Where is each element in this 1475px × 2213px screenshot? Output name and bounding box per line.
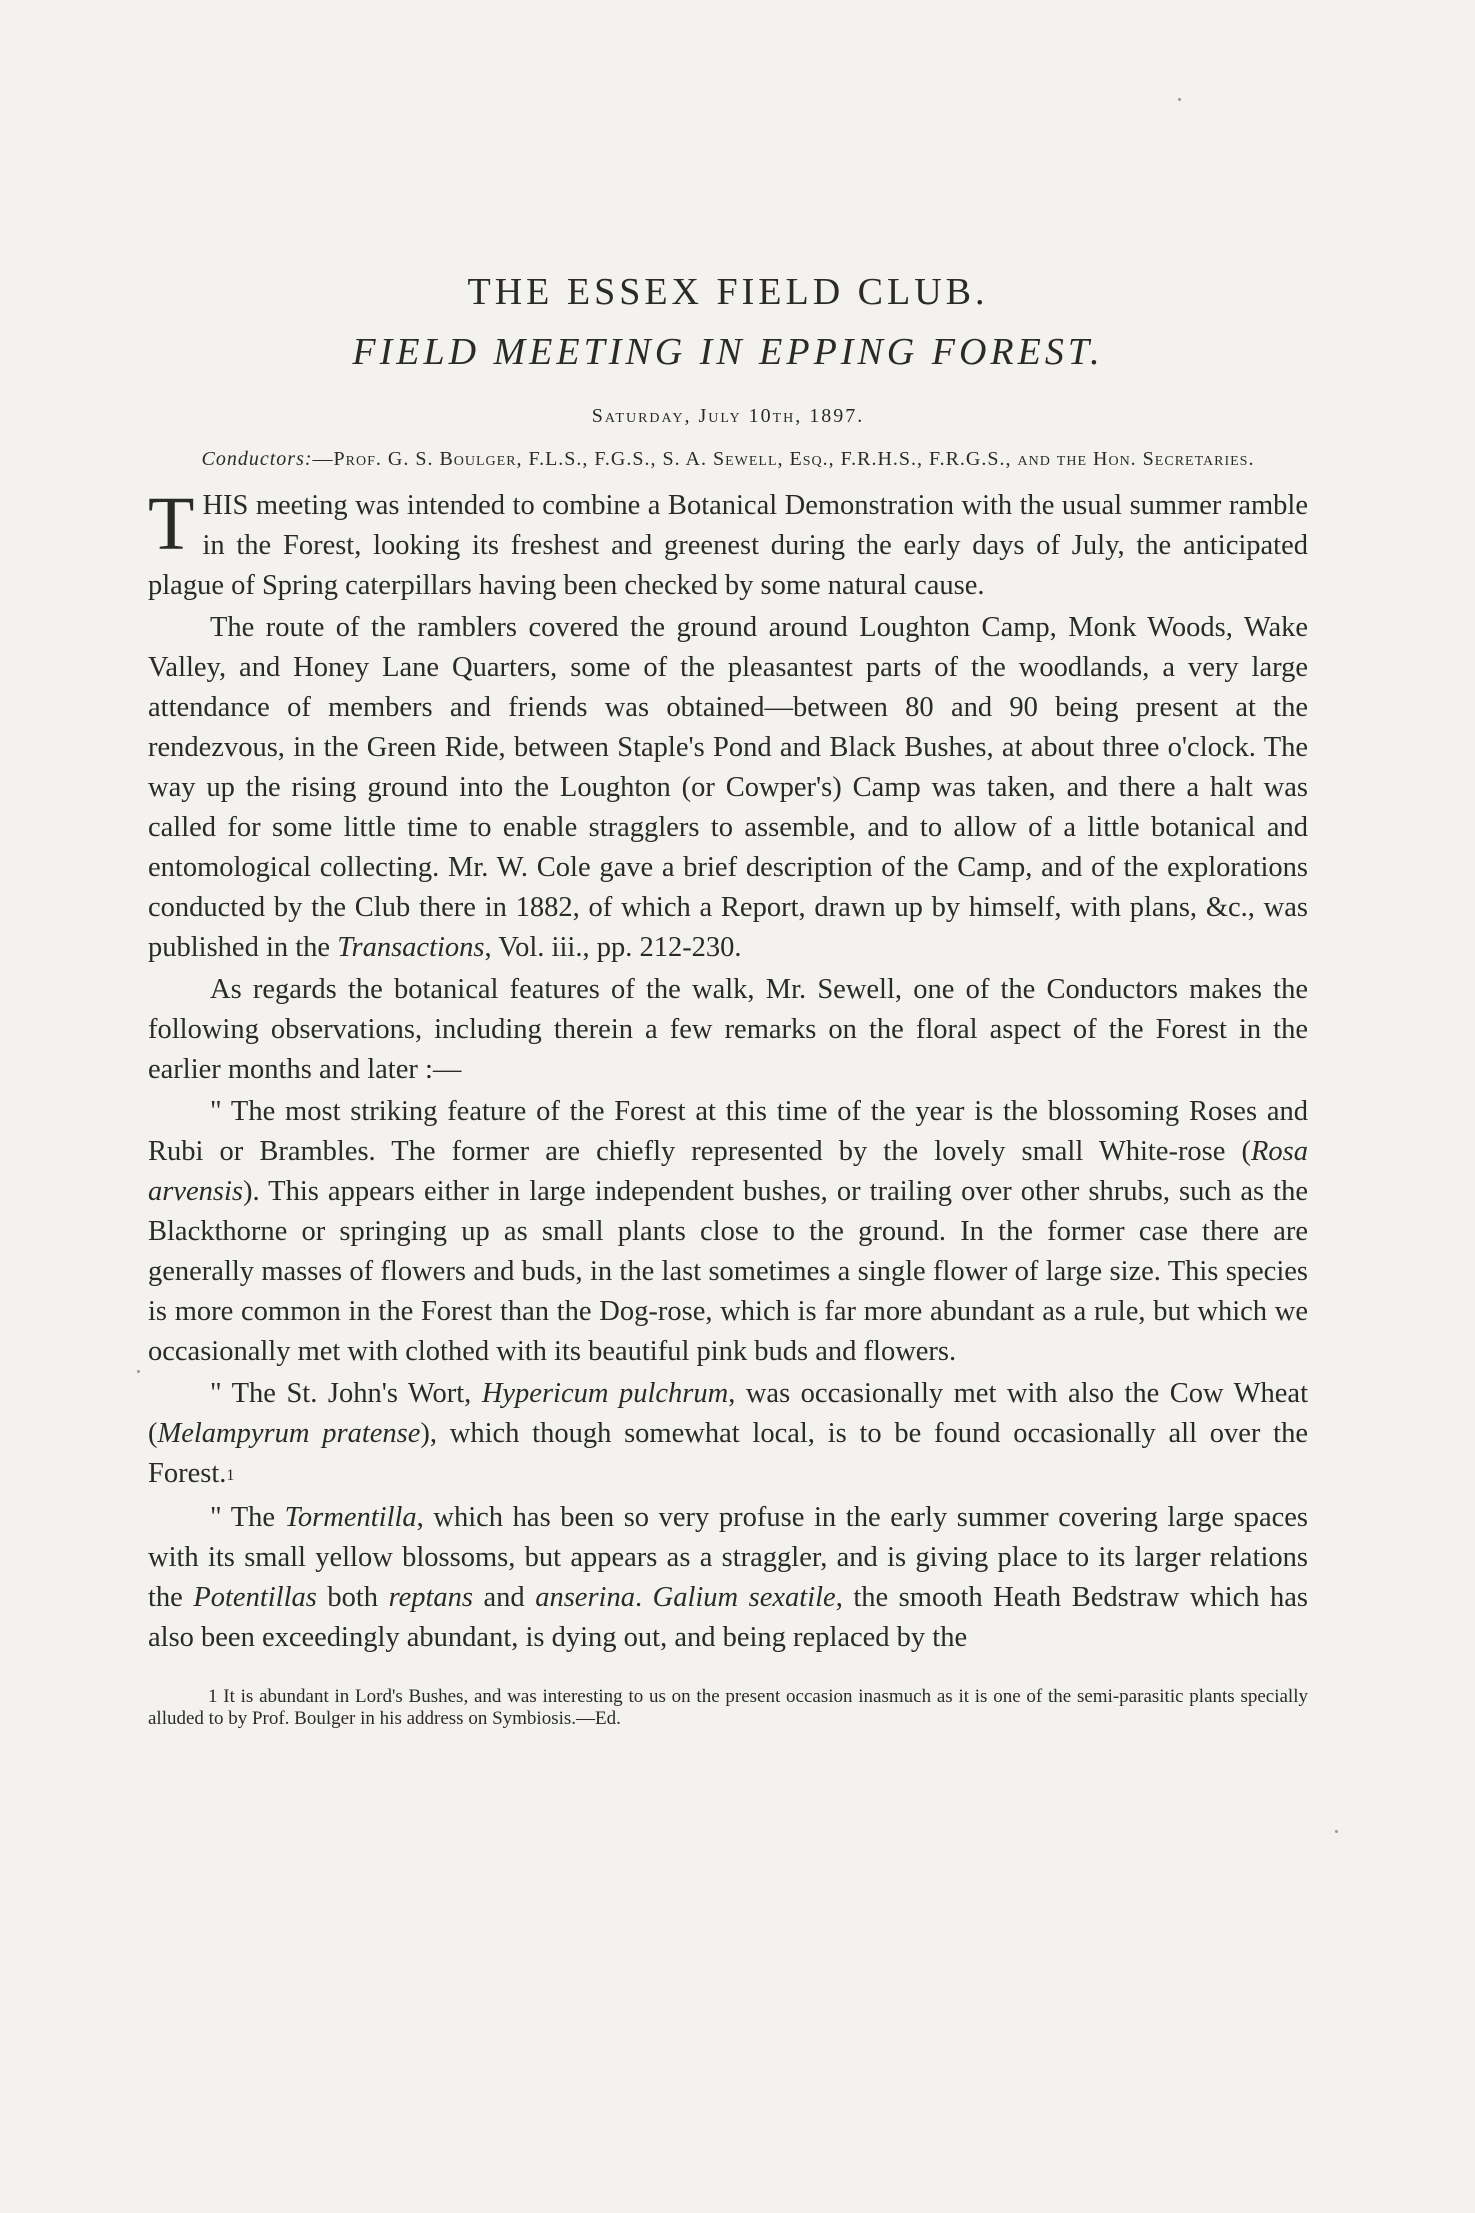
- footnote: [148, 1686, 1308, 1730]
- paragraph-6-text-b: , which has been so very profuse in the early summer covering large spaces with its small yellow blossoms, but appears as a straggler, and is giving place to its larger relations the: [148, 1502, 1308, 1614]
- meeting-title: FIELD MEETING IN EPPING FOREST.: [352, 330, 1104, 373]
- paragraph-2: [148, 608, 1308, 968]
- paragraph-4: [148, 1092, 1308, 1372]
- species-galium: Galium sexatile: [652, 1582, 836, 1614]
- drop-cap: T: [148, 482, 195, 567]
- paragraph-3: [148, 970, 1308, 1090]
- paragraph-6-text-d: and: [473, 1582, 536, 1614]
- species-anserina: anserina: [535, 1582, 635, 1614]
- transactions-title: Transactions: [337, 932, 485, 964]
- conductors-line: [148, 446, 1308, 472]
- document-page: [148, 270, 1308, 1730]
- conductors-text: —Prof. G. S. Boulger, F.L.S., F.G.S., S. A. Sewell, Esq., F.R.H.S., F.R.G.S., and the Hon. Secretaries.: [312, 448, 1255, 471]
- paragraph-2-text: The route of the ramblers covered the ground around Loughton Camp, Monk Woods, Wake Valley, and Honey Lane Quarters, some of the pleasantest parts of the woodlands, a very large attendance of members and friends was obtained—between 80 and 90 being present at the rendezvous, in the Green Ride, between Staple's Pond and Black Bushes, at about three o'clock. The way up the rising ground into the Loughton (or Cowper's) Camp was taken, and there a halt was called for some little time to enable stragglers to assemble, and to allow of a little botanical and entomological collecting. Mr. W. Cole gave a brief description of the Camp, and of the explorations conducted by the Club there in 1882, of which a Report, drawn up by himself, with plans, &c., was published in the: [148, 612, 1308, 964]
- paragraph-5-text-a: " The St. John's Wort,: [210, 1378, 482, 1410]
- conductors-label: Conductors:: [201, 448, 313, 471]
- paragraph-6-text-a: " The: [210, 1502, 285, 1534]
- species-reptans: reptans: [388, 1582, 474, 1614]
- paragraph-6-text-c: both: [316, 1582, 389, 1614]
- species-hypericum: Hypericum pulchrum: [481, 1378, 729, 1410]
- paragraph-3-text: As regards the botanical features of the walk, Mr. Sewell, one of the Conductors makes the following observations, including therein a few remarks on the floral aspect of the Forest in the earlier months and later :—: [148, 974, 1308, 1086]
- paragraph-4-text-b: ). This appears either in large independent bushes, or trailing over other shrubs, such as the Blackthorne or springing up as small plants close to the ground. In the former case there are generally masses of flowers and buds, in the last sometimes a single flower of large size. This species is more common in the Forest than the Dog-rose, which is far more abundant as a rule, but which we occasionally met with clothed with its beautiful pink buds and flowers.: [148, 1176, 1308, 1368]
- paragraph-2-end: , Vol. iii., pp. 212-230.: [484, 932, 742, 964]
- paragraph-5: [148, 1374, 1308, 1496]
- speck-mark: [1335, 1830, 1338, 1833]
- speck-mark: [137, 1370, 140, 1373]
- footnote-marker: 1: [208, 1686, 218, 1708]
- article-body: [148, 482, 1309, 1658]
- paragraph-1: [148, 482, 1308, 606]
- paragraph-4-text-a: " The most striking feature of the Forest at this time of the year is the blossoming Roses and Rubi or Brambles. The former are chiefly represented by the lovely small White-rose (: [148, 1096, 1308, 1168]
- species-rosa-arvensis: Rosa arvensis: [148, 1136, 1308, 1208]
- paragraph-1-text: HIS meeting was intended to combine a Botanical Demonstration with the usual summer ramble in the Forest, looking its freshest and greenest during the early days of July, the anticipated plague of Spring caterpillars having been checked by some natural cause.: [148, 490, 1308, 602]
- meeting-date: Saturday, July 10th, 1897.: [591, 405, 865, 428]
- paragraph-5-text-b: , was occasionally met with also the Cow Wheat (: [148, 1378, 1308, 1450]
- club-title: THE ESSEX FIELD CLUB.: [467, 271, 989, 313]
- species-potentillas: Potentillas: [193, 1582, 317, 1614]
- speck-mark: [1178, 98, 1181, 101]
- species-melampyrum: Melampyrum pratense: [157, 1418, 421, 1450]
- paragraph-6: [148, 1498, 1308, 1658]
- paragraph-6-text-f: , the smooth Heath Bedstraw which has also been exceedingly abundant, is dying out, and being replaced by the: [148, 1582, 1309, 1654]
- footnote-reference: 1: [226, 1467, 235, 1485]
- species-tormentilla: Tormentilla: [284, 1502, 417, 1534]
- footnote-text: It is abundant in Lord's Bushes, and was interesting to us on the present occasion inasmuch as it is one of the semi-parasitic plants specially alluded to by Prof. Boulger in his address on Symbiosis.—Ed.: [148, 1686, 1308, 1730]
- paragraph-6-text-e: .: [634, 1582, 653, 1614]
- paragraph-5-text-c: ), which though somewhat local, is to be found occasionally all over the Forest.: [148, 1418, 1308, 1490]
